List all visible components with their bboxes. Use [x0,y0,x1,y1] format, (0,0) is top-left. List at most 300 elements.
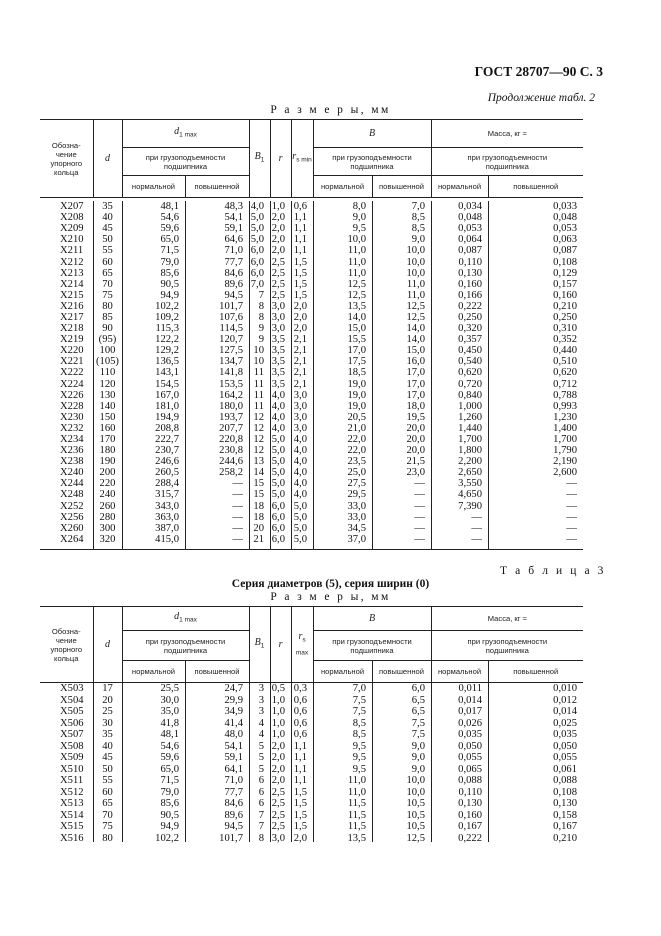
column-rule [270,201,271,549]
table-cell: 0,012 [553,694,577,706]
table-cell: 71,5 [160,775,179,787]
table-cell: — [414,478,425,490]
table-cell: 60 [102,786,113,798]
table-cell: 130 [99,389,116,401]
table-cell: 6 [258,798,264,810]
table-cell: 3,5 [271,345,285,357]
table-cell: 59,1 [224,223,243,235]
table-cell: 8,5 [411,223,425,235]
header-load-mass: при грузоподъемности подшипника [431,631,583,661]
table-cell: 0,050 [458,740,482,752]
table-cell: 0,063 [553,234,577,246]
header-load-mass: при грузоподъемности подшипника [431,148,583,176]
table-cell: 1,0 [271,706,285,718]
table-cell: 0,840 [458,389,482,401]
table2-header [40,119,583,198]
table-cell: 0,108 [553,256,577,268]
table-cell: 2,5 [271,256,285,268]
table-cell: 0,540 [458,356,482,368]
table-cell: X507 [60,729,84,741]
table-cell: 8,5 [352,717,366,729]
table-cell: 5,0 [250,212,264,224]
table-cell: 5,0 [271,467,285,479]
table-cell: 2,0 [293,311,307,323]
table-cell: 10,0 [406,245,425,257]
table-cell: 0,130 [553,798,577,810]
table-cell: X244 [60,478,84,490]
header-b: B [313,120,431,148]
table-cell: 80 [102,832,113,844]
table-cell: 45 [102,752,113,764]
table-cell: 3,550 [458,478,482,490]
table-cell: 5 [258,752,264,764]
table-cell: 109,2 [155,311,179,323]
table-cell: 77,7 [224,256,243,268]
table-cell: 0,110 [458,256,482,268]
table-cell: 4,0 [250,201,264,213]
table-cell: 4,0 [271,411,285,423]
table-cell: 5 [258,763,264,775]
table-cell: 7,5 [411,717,425,729]
table-cell: X256 [60,511,84,523]
table-cell: 1,0 [271,201,285,213]
table-cell: 7,0 [250,278,264,290]
table-cell: 30 [102,717,113,729]
table-cell: 19,0 [347,389,366,401]
table-cell: 7,5 [352,694,366,706]
table-cell: 9,0 [411,740,425,752]
table-cell: 2,0 [293,323,307,335]
table-cell: 1,1 [293,752,307,764]
table-cell: — [414,533,425,545]
header-d: d [93,120,122,198]
table-cell: 5,0 [271,489,285,501]
header-mass: Масса, кг ≈ [431,120,583,148]
header-d1max: $d_{1 max}$ [122,120,249,148]
table-cell: 6,0 [271,533,285,545]
table-cell: 1,400 [553,422,577,434]
table-cell: 2,0 [293,832,307,844]
table-cell: 207,7 [219,422,243,434]
header-b1: $B_1$ [249,607,270,683]
table-cell: 10,5 [406,798,425,810]
header-load-b: при грузоподъемности подшипника [313,148,431,176]
table-cell: 5,0 [271,456,285,468]
table-cell: 8 [258,311,264,323]
table-cell: 25 [102,706,113,718]
table-cell: 48,3 [224,201,243,213]
table-cell: 122,2 [155,334,179,346]
header-rs: $r_{s max}$ [291,607,313,683]
table-cell: 55 [102,245,113,257]
table-cell: 0,250 [458,311,482,323]
table-cell: 6 [258,775,264,787]
table-cell: 1,440 [458,422,482,434]
table-cell: 65 [102,267,113,279]
table-cell: 220,8 [219,434,243,446]
table-cell: X207 [60,201,84,213]
table-cell: (105) [96,356,119,368]
table-cell: X218 [60,323,84,335]
table-cell: 1,1 [293,223,307,235]
table-cell: 0,510 [553,356,577,368]
table-cell: 100 [99,345,116,357]
table-cell: 8,5 [352,729,366,741]
table-cell: 1,790 [553,445,577,457]
table-cell: 2,5 [271,798,285,810]
table-cell: 2,0 [271,740,285,752]
table-cell: 0,620 [458,367,482,379]
table-cell: — [414,489,425,501]
table-cell: 18 [253,500,264,512]
table-cell: 0,130 [458,798,482,810]
table-cell: 0,6 [293,729,307,741]
table-cell: X503 [60,683,84,695]
header-normal: нормальной [313,176,372,198]
table-cell: 3,0 [271,323,285,335]
column-rule [185,201,186,549]
table-cell: 258,2 [219,467,243,479]
table-cell: 15,0 [406,345,425,357]
table-cell: 181,0 [155,400,179,412]
header-d: d [93,607,122,683]
table-cell: 65,0 [160,234,179,246]
table-cell: 22,0 [347,445,366,457]
table-cell: 2,0 [271,752,285,764]
table-cell: 21 [253,533,264,545]
table-cell: 129,2 [155,345,179,357]
header-r: r [270,120,291,198]
table-cell: 11,5 [347,809,366,821]
table-cell: 17,0 [406,367,425,379]
table-cell: 2,0 [271,212,285,224]
table-cell: 90,5 [160,278,179,290]
table-cell: 15 [253,478,264,490]
table-cell: 20 [102,694,113,706]
table-cell: 41,8 [160,717,179,729]
table-cell: 85,6 [160,798,179,810]
column-rule [313,201,314,549]
column-rule [291,201,292,549]
table-cell: 11,0 [347,256,366,268]
table-cell: 193,7 [219,411,243,423]
table-cell: 6,5 [411,706,425,718]
table-cell: 0,320 [458,323,482,335]
table-cell: — [566,489,577,501]
table-cell: 2,190 [553,456,577,468]
table-cell: 1,230 [553,411,577,423]
column-rule [249,201,250,549]
table-cell: 150 [99,411,116,423]
table-cell: — [471,533,482,545]
table-cell: 11,0 [347,775,366,787]
header-increased: повышенной [185,176,249,198]
table-cell: 1,1 [293,234,307,246]
table-cell: 37,0 [347,533,366,545]
table-cell: 3,5 [271,334,285,346]
table-cell: 8,0 [352,201,366,213]
table-cell: 15,5 [347,334,366,346]
table-cell: 71,0 [224,775,243,787]
table-cell: 71,0 [224,245,243,257]
table-cell: 0,014 [458,694,482,706]
table-cell: 4,0 [271,389,285,401]
table-cell: 7,5 [352,706,366,718]
table-cell: 34,9 [224,706,243,718]
table-cell: 127,5 [219,345,243,357]
table-cell: 0,088 [458,775,482,787]
table-cell: 29,9 [224,694,243,706]
table-cell: 75 [102,289,113,301]
table-cell: 2,1 [293,378,307,390]
table-cell: 8 [258,300,264,312]
table-cell: X211 [60,245,84,257]
table-cell: 2,1 [293,367,307,379]
header-rs: $r_{s min}$ [291,120,313,198]
table-cell: 0,130 [458,267,482,279]
table-cell: 0,011 [458,683,482,695]
table-cell: 1,1 [293,775,307,787]
table-cell: 9,5 [352,223,366,235]
table-cell: 2,1 [293,334,307,346]
table-cell: 0,222 [458,300,482,312]
table-cell: 0,3 [293,683,307,695]
table-cell: 9,5 [352,752,366,764]
table-cell: X238 [60,456,84,468]
table-cell: 3,0 [293,422,307,434]
table-cell: 7,0 [411,201,425,213]
dimensions-caption-table3: Р а з м е р ы, мм [270,591,391,603]
table-cell: X208 [60,212,84,224]
table-cell: 0,055 [458,752,482,764]
table-cell: 0,166 [458,289,482,301]
table-cell: 65,0 [160,763,179,775]
table-cell: 35 [102,729,113,741]
table-cell: 190 [99,456,116,468]
table-cell: 64,1 [224,763,243,775]
table-cell: 387,0 [155,522,179,534]
table-cell: 77,7 [224,786,243,798]
table-cell: — [566,500,577,512]
table-cell: — [471,522,482,534]
table-cell: X505 [60,706,84,718]
table-cell: 19,0 [347,400,366,412]
table-cell: 1,5 [293,256,307,268]
table-cell: 1,700 [553,434,577,446]
header-increased: повышенной [372,176,431,198]
table-cell: 134,7 [219,356,243,368]
table-cell: 0,210 [553,300,577,312]
table-cell: X512 [60,786,84,798]
table-cell: 9,0 [411,763,425,775]
table-cell: 15 [253,489,264,501]
table-cell: 222,7 [155,434,179,446]
header-mass: Масса, кг ≈ [431,607,583,631]
table-cell: 14,0 [406,334,425,346]
header-increased: повышенной [372,661,431,683]
table-cell: 208,8 [155,422,179,434]
table-cell: 23,5 [347,456,366,468]
table-cell: 11,5 [347,821,366,833]
table-cell: 2,5 [271,289,285,301]
table-cell: — [414,511,425,523]
table-cell: X260 [60,522,84,534]
table-cell: 11,0 [347,267,366,279]
table-cell: 64,6 [224,234,243,246]
header-normal: нормальной [313,661,372,683]
table-cell: 79,0 [160,786,179,798]
header-normal: нормальной [122,661,185,683]
table-cell: — [232,478,243,490]
table-cell: 60 [102,256,113,268]
table-cell: 102,2 [155,300,179,312]
table-number: Т а б л и ц а 3 [499,565,606,577]
header-load-d1: при грузоподъемности подшипника [122,148,249,176]
table-cell: 2,600 [553,467,577,479]
table-cell: 200 [99,467,116,479]
table-cell: 1,5 [293,786,307,798]
table-cell: 45 [102,223,113,235]
table-cell: 0,157 [553,278,577,290]
table-cell: 25,0 [347,467,366,479]
table-cell: 10,0 [406,786,425,798]
table-cell: 194,9 [155,411,179,423]
table-cell: 280 [99,511,116,523]
table-cell: 1,1 [293,763,307,775]
table-cell: 25,5 [160,683,179,695]
table-cell: X213 [60,267,84,279]
table-cell: 170 [99,434,116,446]
table-cell: 0,014 [553,706,577,718]
table-cell: 0,108 [553,786,577,798]
table-cell: 70 [102,809,113,821]
table-cell: 5,0 [271,445,285,457]
header-b1: $B_1$ [249,120,270,198]
table-cell: 11,0 [406,289,425,301]
table-cell: X515 [60,821,84,833]
table-cell: X236 [60,445,84,457]
header-load-b: при грузоподъемности подшипника [313,631,431,661]
table-cell: 48,1 [160,201,179,213]
table-cell: X504 [60,694,84,706]
table-cell: 9,5 [352,763,366,775]
table-cell: — [232,489,243,501]
table-cell: 140 [99,400,116,412]
table-cell: 20,0 [406,422,425,434]
page-header: ГОСТ 28707—90 С. 3 [474,64,603,79]
header-normal: нормальной [122,176,185,198]
table-cell: 59,6 [160,223,179,235]
table-cell: 12,5 [406,300,425,312]
table-cell: 9,0 [411,752,425,764]
table-cell: 48,0 [224,729,243,741]
table-cell: 20,0 [406,434,425,446]
table-cell: 54,6 [160,212,179,224]
table-cell: — [414,500,425,512]
table-cell: 55 [102,775,113,787]
table-cell: 0,6 [293,706,307,718]
table-cell: 0,160 [458,278,482,290]
table-cell: 94,5 [224,289,243,301]
table2-bottom-rule [40,549,583,550]
table-cell: 1,1 [293,245,307,257]
table-cell: 54,1 [224,740,243,752]
table-cell: 21,0 [347,422,366,434]
header-b: B [313,607,431,631]
table-cell: 3,5 [271,367,285,379]
table-cell: 0,6 [293,717,307,729]
table-cell: 85,6 [160,267,179,279]
table-cell: 6,0 [250,256,264,268]
continuation-note: Продолжение табл. 2 [487,92,595,104]
table-cell: 4,0 [293,478,307,490]
table-cell: 13,5 [347,832,366,844]
header-load-d1: при грузоподъемности подшипника [122,631,249,661]
table-cell: 315,7 [155,489,179,501]
table-cell: 2,5 [271,278,285,290]
column-rule [291,683,292,842]
table-cell: X252 [60,500,84,512]
header-increased: повышенной [488,661,583,683]
table-cell: 0,788 [553,389,577,401]
table-cell: 13,5 [347,300,366,312]
table-cell: 1,5 [293,809,307,821]
table-cell: 164,2 [219,389,243,401]
table-cell: 94,9 [160,821,179,833]
table-cell: 1,260 [458,411,482,423]
table-cell: 15,0 [347,323,366,335]
table-cell: X240 [60,467,84,479]
table-cell: 11 [253,367,264,379]
table-cell: 1,700 [458,434,482,446]
table-cell: 288,4 [155,478,179,490]
table-cell: 4,0 [293,467,307,479]
table-cell: — [566,522,577,534]
table-cell: — [232,533,243,545]
table-cell: 35 [102,201,113,213]
table-cell: 9,0 [352,212,366,224]
table-cell: 80 [102,300,113,312]
table-cell: 5,0 [293,500,307,512]
table-cell: 0,110 [458,786,482,798]
table-cell: 0,620 [553,367,577,379]
table-cell: 6,5 [411,694,425,706]
table-cell: 3 [258,683,264,695]
table-cell: 94,5 [224,821,243,833]
table-cell: 180 [99,445,116,457]
table-cell: 300 [99,522,116,534]
table-cell: 0,310 [553,323,577,335]
table-cell: 230,8 [219,445,243,457]
table-cell: 22,0 [347,434,366,446]
table-cell: 19,5 [406,411,425,423]
table-cell: 0,440 [553,345,577,357]
table-cell: 1,1 [293,212,307,224]
table-cell: X248 [60,489,84,501]
table-cell: 101,7 [219,300,243,312]
table-cell: X234 [60,434,84,446]
table-cell: 3 [258,694,264,706]
table-cell: 260,5 [155,467,179,479]
column-rule [488,201,489,549]
table-cell: 246,6 [155,456,179,468]
table-cell: 343,0 [155,500,179,512]
table-cell: 0,5 [271,683,285,695]
table-cell: X514 [60,809,84,821]
table-cell: 0,010 [553,683,577,695]
table-cell: 0,025 [553,717,577,729]
table-cell: 167,0 [155,389,179,401]
